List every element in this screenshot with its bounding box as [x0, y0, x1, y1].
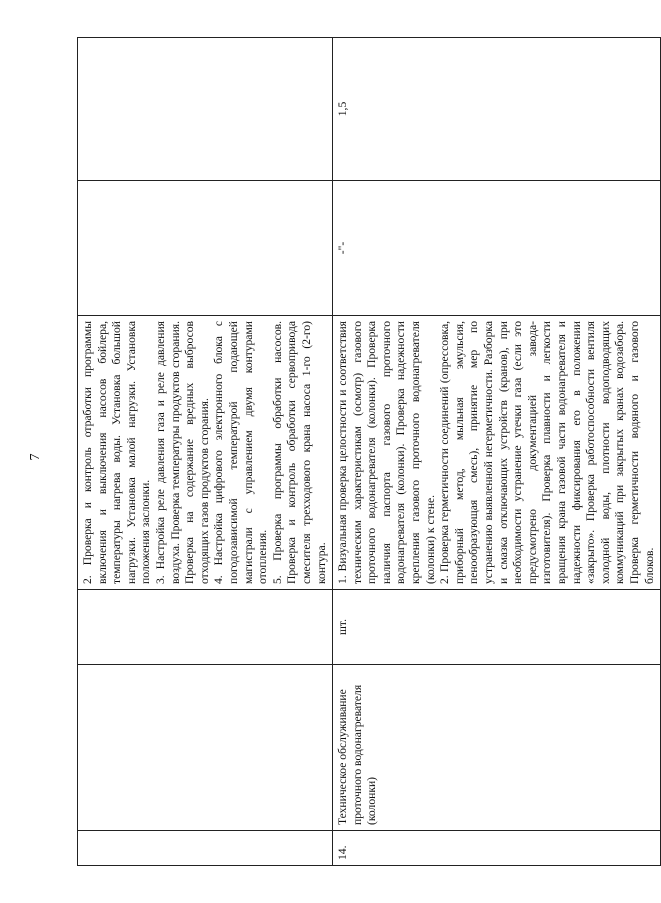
quantity-cell — [78, 181, 333, 316]
description-item: 5. Проверка программы обработки насосов. Проверка и контроль обработки сервопривода смесителя трехходового крана насоса 1-го (2-го) контура. — [270, 321, 328, 584]
description-item: 2. Проверка и контроль отработки программы включения и выключения насосов бойлера, температуры нагрева воды. Установка большой нагрузки. Установка малой нагрузки. Установка положения заслонки. — [81, 321, 153, 584]
services-table — [77, 37, 661, 866]
unit-cell: шт. — [333, 590, 661, 665]
description-cell — [333, 316, 661, 590]
description-item: 1. Визуальная проверка целостности и соответствия техническим характеристикам (осмотр) газового проточного водонагревателя (колонки). Проверка наличия паспорта газового проточного водонагревателя (колонки). Проверка надежности крепления газового проточного водонагревателя (колонки) к стене. — [336, 321, 437, 584]
description-item: 3. Настройка реле давления газа и реле давления воздуха. Проверка температуры продуктов сгорания. Проверка на содержание вредных выбросов отходящих газов продуктов сгорания. — [153, 321, 211, 584]
description-item: 4. Настройка цифрового электронного блока с погодозависимой температурой подающей магистрали с управлением двумя контурами отопления. — [212, 321, 270, 584]
row-number-cell: 14. — [333, 831, 661, 866]
service-name-cell: Техническое обслуживание проточного водонагревателя (колонки) — [333, 665, 661, 831]
description-cell — [78, 316, 333, 590]
row-number-cell — [78, 831, 333, 866]
rotated-table-wrapper — [77, 38, 656, 866]
unit-cell — [78, 590, 333, 665]
table-row — [78, 38, 333, 866]
value-cell: 1,5 — [333, 38, 661, 181]
description-item: 2. Проверка герметичности соединений (опрессовка, приборный метод, мыльная эмульсия, пенообразующая смесь), принятие мер по устранению выявленной негерметичности. Разборка и смазка отключающих устройств (кранов), при необходимости устранение утечки газа (если это предусмотрено документацией завода-изготовителя). Проверка плавности и легкости вращения крана газовой части водонагревателя и надежности фиксирования его в положении «закрыто». Проверка работоспособности вентиля холодной воды, плотности водоподводящих коммуникаций при закрытых кранах водозабора. Проверка герметичности водяного и газового блоков. — [438, 321, 656, 584]
value-cell — [78, 38, 333, 181]
table-row — [333, 38, 661, 866]
quantity-cell: -"- — [333, 181, 661, 316]
page-number: 7 — [28, 453, 43, 461]
service-name-cell — [78, 665, 333, 831]
